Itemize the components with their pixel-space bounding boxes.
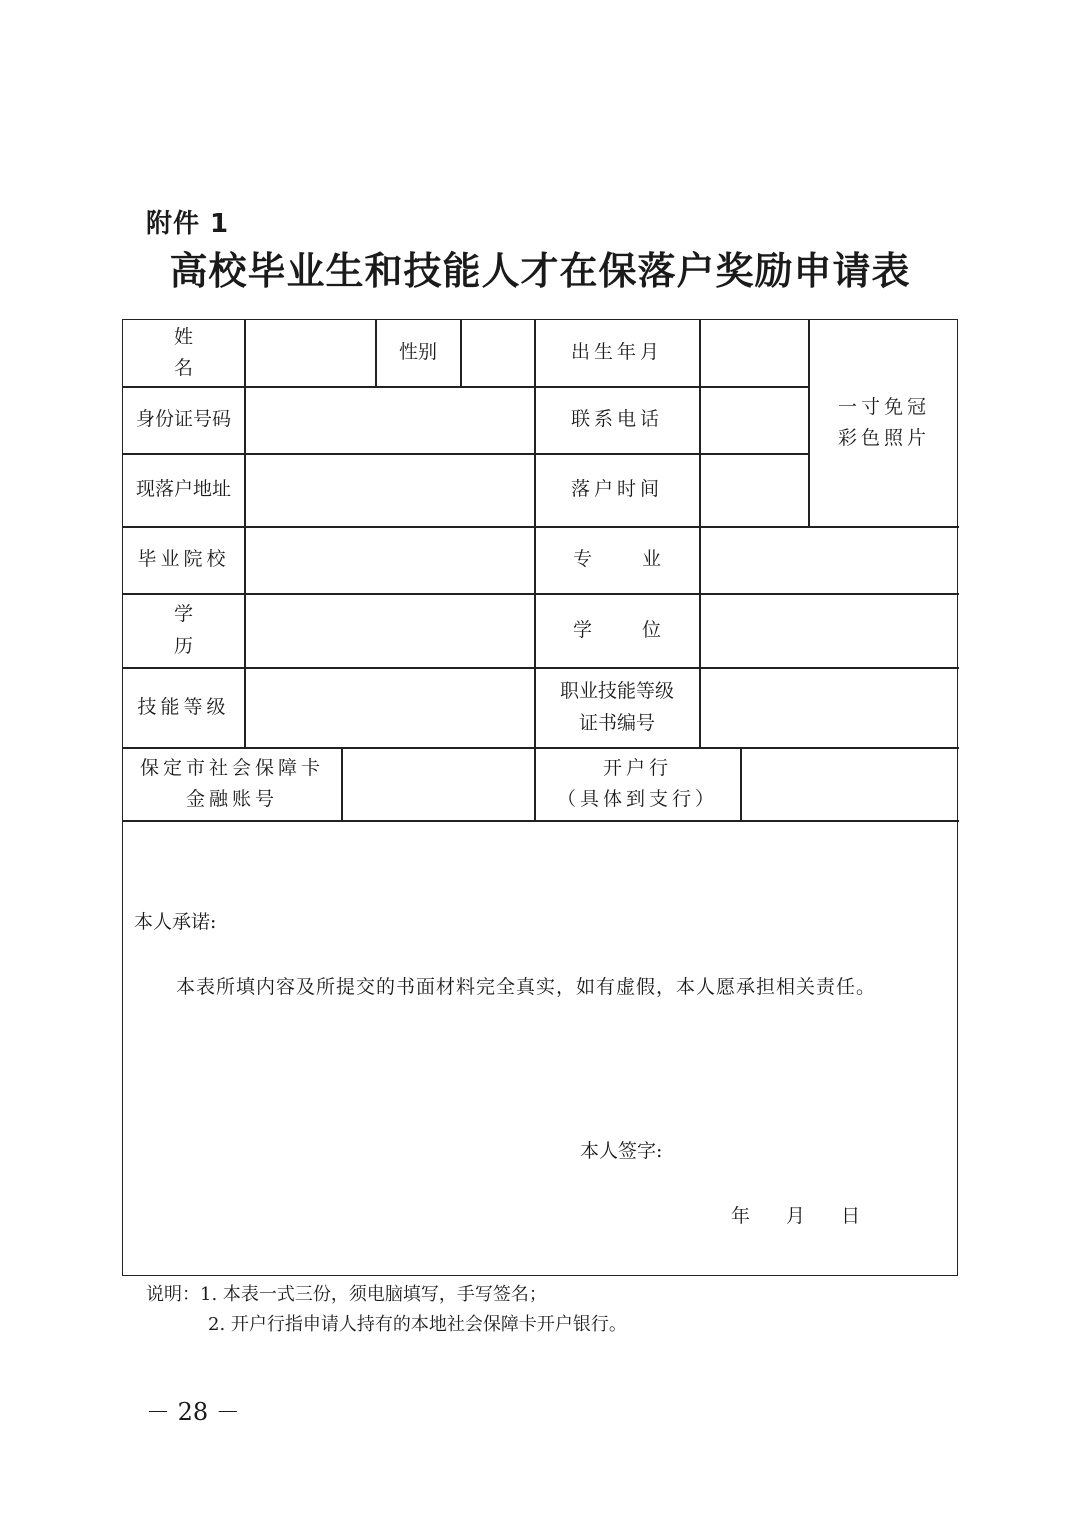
major-label: 专 业	[572, 548, 684, 571]
photo-label-line1: 一寸免冠	[837, 395, 930, 418]
cert-label-line2: 证书编号	[578, 711, 655, 734]
photo-box[interactable]	[809, 320, 959, 526]
degree-field[interactable]	[700, 594, 959, 667]
birth-label: 出生年月	[570, 341, 663, 364]
phone-field[interactable]	[700, 387, 808, 453]
card-label-line1: 保定市社会保障卡	[139, 756, 324, 779]
name-label: 姓 名	[173, 325, 215, 379]
school-label: 毕业院校	[137, 548, 230, 571]
note-line-2: 2. 开户行指申请人持有的本地社会保障卡开户银行。	[208, 1314, 627, 1335]
id-label: 身份证号码	[135, 408, 231, 431]
card-account-label	[123, 748, 341, 820]
date-label: 年 月 日	[731, 1205, 861, 1227]
settle-time-label: 落户时间	[570, 478, 663, 501]
major-field[interactable]	[700, 527, 959, 593]
card-label-line2: 金融账号	[185, 788, 278, 810]
attachment-label: 附件 1	[146, 209, 230, 239]
row-divider	[123, 820, 959, 822]
photo-label-line2: 彩色照片	[837, 427, 930, 449]
gender-label: 性别	[398, 341, 437, 364]
promise-text: 本表所填内容及所提交的书面材料完全真实，如有虚假，本人愿承担相关责任。	[176, 976, 877, 998]
cert-number-label	[535, 668, 699, 747]
address-field[interactable]	[245, 454, 534, 526]
cert-label-line1: 职业技能等级	[559, 680, 674, 703]
settle-time-field[interactable]	[700, 454, 808, 526]
card-account-field[interactable]	[342, 748, 534, 820]
gender-field[interactable]	[461, 320, 534, 386]
bank-field[interactable]	[741, 748, 959, 820]
cert-number-field[interactable]	[700, 668, 959, 747]
signature-label: 本人签字:	[580, 1140, 663, 1162]
page-title: 高校毕业生和技能人才在保落户奖励申请表	[169, 249, 911, 293]
skill-level-label: 技能等级	[137, 695, 230, 718]
bank-label-line1: 开户行	[602, 756, 672, 779]
skill-level-field[interactable]	[245, 668, 534, 747]
note-line-1: 说明：1. 本表一式三份，须电脑填写，手写签名；	[146, 1284, 547, 1305]
education-field[interactable]	[245, 594, 534, 667]
education-label: 学 历	[173, 603, 215, 657]
name-field[interactable]	[245, 320, 375, 386]
bank-label	[535, 748, 740, 820]
birth-field[interactable]	[700, 320, 808, 386]
page-number: － 28 －	[146, 1398, 240, 1426]
application-form	[122, 319, 958, 1276]
address-label: 现落户地址	[135, 478, 231, 501]
school-field[interactable]	[245, 527, 534, 593]
promise-title: 本人承诺:	[134, 911, 217, 933]
bank-label-line2: （具体到支行）	[556, 788, 718, 810]
degree-label: 学 位	[572, 618, 684, 641]
id-field[interactable]	[245, 387, 534, 453]
notes	[146, 1280, 627, 1340]
phone-label: 联系电话	[570, 408, 663, 431]
